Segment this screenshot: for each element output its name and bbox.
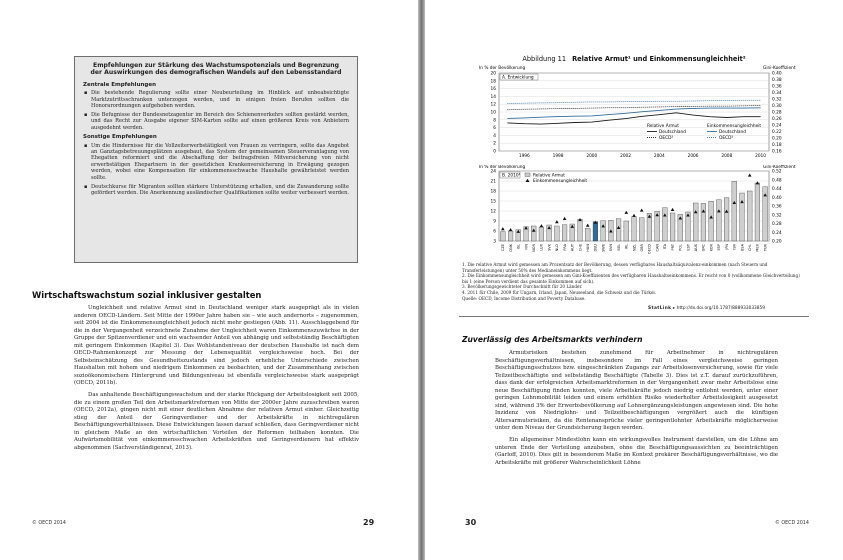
y-tick-label-left: 9 (493, 219, 496, 225)
bar (500, 232, 505, 241)
y-tick-label-right: 0.40 (772, 71, 782, 77)
page-number: 30 (465, 518, 477, 527)
paragraph: Armutsrisiken bestehen zunehmend für Arbeitnehmer in nichtregulären Beschäftigungsverhältnissen, insbesondere im Fall eines vergleichsweise geringen Beschäftigungsschutzes bzw. eingeschränkten Zugangs zur Arbeitslosenversicherung, sowie für viele Teilzeitbeschäftigte und selbstständig Beschäftigte (Tabelle 3). Dies ist z.T. darauf zurückzuführen, dass dank der erfolgreichen Arbeitsmarktreformen in der Vergangenheit zwar mehr Arbeitslose eine neue Beschäftigung finden konnten, viele Arbeitskräfte jedoch niedrig entlohnt werden, unter einer geringen Lohnmobilität leiden und einem erhöhten Risiko wiederholter Arbeitslosigkeit ausgesetzt sind, während 3% der Erwerbsbevölkerung auf Lohnergänzungsleistungen angewiesen sind. Die hohe Inzidenz von Niedriglohn- und Teilzeitbeschäftigungen vergrößert auch die künftigen Altersarmutsrisiken, da die Rentenansprüche vieler geringentlohnter Arbeitskräfte möglicherweise unter dem Niveau der Grundsicherung liegen werden. (495, 350, 778, 432)
legend-entry: Relative Armut (533, 173, 565, 179)
x-tick-label: SVN (609, 244, 614, 252)
x-tick-label: NLD (555, 244, 560, 252)
body-text (74, 305, 359, 456)
x-tick-label: SVK (547, 244, 552, 251)
y-tick-label-right: 0.16 (772, 149, 782, 155)
y-tick-label-left: 21 (490, 179, 496, 185)
statlink-url[interactable]: http://dx.doi.org/10.1787/888933033859 (676, 306, 765, 311)
x-tick-label: CAN (655, 244, 660, 252)
y-axis-label-left: In % der Bevölkerung (479, 165, 526, 170)
note: 4. 2011 für Chile, 2009 für Ungarn, Irland, Japan, Neuseeland, die Schweiz und die Türkei. (462, 289, 657, 295)
x-tick-label: TUR (763, 244, 768, 252)
y-tick-label-left: 3 (493, 239, 496, 245)
legend-entry: OECD³ (659, 136, 674, 141)
bar (747, 191, 752, 241)
bar (585, 228, 590, 241)
bar (639, 218, 644, 241)
paragraph: Das anhaltende Beschäftigungswachstum und der starke Rückgang der Arbeitslosigkeit seit 2005, die zu einem großen Teil den Arbeitsmarktreformen von Mitte der 2000er Jahre zuzuschreiben waren (OECD, 2012a), gingen nicht mit einer deutlichen Abnahme der relativen Armut einher. Gleichzeitig stieg der Anteil der Geringverdiener und der Arbeitskräfte in nichtregulären Beschäftigungsverhältnissen. Diese Entwicklungen lassen darauf schließen, dass Geringverdiener nicht in gleichem Maße an den wirtschaftlichen Vorteilen der Reformen teilhaben konnten. Die Aufwärtsmobilität von einkommensschwachen Arbeitskräften und Geringverdienern hat effektiv abgenommen (Sachverständigenrat, 2013). (74, 392, 359, 451)
bar (732, 181, 737, 241)
y-tick-label-right: 0.52 (772, 169, 782, 175)
note: 3. Bevölkerungsgewichteter Durchschnitt für 20 Länder. (462, 284, 583, 290)
x-tick-label: NOR (532, 244, 537, 252)
y-tick-label-left: 18 (490, 189, 496, 195)
statlink (648, 306, 765, 311)
x-tick-label: DNK (508, 244, 513, 252)
x-tick-label: IRL (624, 244, 629, 250)
y-tick-label-left: 12 (490, 209, 496, 215)
bar (554, 226, 559, 241)
y-tick-label-right: 0.24 (772, 230, 782, 236)
y-tick-label-right: 0.48 (772, 178, 782, 184)
bar (531, 226, 536, 241)
copyright-footer: © OECD 2014 (775, 521, 809, 526)
legend-group-title: Einkommensungleichheit (707, 124, 762, 129)
y-tick-label-right: 0.30 (772, 104, 782, 109)
divider (459, 316, 809, 317)
x-tick-label: 2002 (620, 154, 632, 159)
x-tick-label: 2000 (586, 154, 598, 159)
recommendations-box (74, 56, 358, 263)
page-30 (425, 0, 843, 560)
x-tick-label: BEL (616, 244, 621, 251)
x-tick-label: FRA (562, 244, 567, 251)
x-tick-label: 2008 (721, 154, 733, 159)
paragraph: Ungleichheit und relative Armut sind in Deutschland weniger stark ausgeprägt als in vielen anderen OECD-Ländern. Seit Mitte der 1990er Jahre haben sie – wie auch andernorts – zugenommen, seit 2004 ist die Einkommensungleichheit jedoch nicht mehr gestiegen (Abb. 11). Ausschlaggebend für die in der Vergangenheit verzeichnete Zunahme der Ungleichheit waren Einkommenszuwächse in der Gruppe der Spitzenverdiener und ein wachsender Anteil von abhängig und selbstständig Beschäftigten mit geringem Einkommen (Kapitel 3). Das Wohlstandsniveau der deutschen Haushalte ist nach dem OECD-Rahmenkonzept zur Messung der Lebensqualität vergleichsweise hoch. Bei der Selbsteinschätzung des Gesundheitszustands sind jedoch erhebliche Unterschiede zwischen Haushalten mit hohem und niedrigem Einkommen zu beobachten, und der Zusammenhang zwischen sozioökonomischem Hintergrund und Bildungsniveau ist ebenfalls vergleichsweise stark ausgeprägt (OECD, 2011b). (74, 305, 359, 387)
list-item: ▪ Um die Hindernisse für die Vollzeiterwerbstätigkeit von Frauen zu verringern, sollte das Angebot an Ganztagsbetreuungsplätzen ausgebaut, das System der gemeinsamen Steuerveranlagung von Ehegatten reformiert und die Abschaffung der beitragsfreien Mitversicherung von nicht erwerbstätigen Ehepartnern in der gesetzlichen Krankenversicherung in Erwägung gezogen werden, wobei eine Kompensation für einkommensschwache Haushalte gewährleistet werden sollte. (91, 143, 349, 181)
x-tick-label: NZL (632, 244, 637, 251)
legend-entry: Deutschland (659, 130, 686, 135)
bar (593, 222, 598, 241)
panel-label: A. Entwicklung (502, 75, 534, 81)
y-tick-label-right: 0.26 (772, 117, 782, 122)
figure-label: Abbildung 11 (522, 55, 567, 63)
y-tick-label-right: 0.44 (772, 187, 782, 192)
x-tick-label: 2010 (755, 154, 767, 159)
bar (632, 217, 637, 241)
x-tick-label: 2006 (687, 154, 699, 159)
x-tick-label: CHE (578, 244, 583, 252)
x-tick-label: KOR (709, 244, 714, 252)
paragraph: Ein allgemeiner Mindestlohn kann ein wirkungsvolles Instrument darstellen, um die Löhne am unteren Ende der Verteilung anzuheben, ohne die Beschäftigungsaussichten zu beeinträchtigen (Garloff, 2010). Dies gilt in besonderem Maße im Kontext prekärer Beschäftigungsverhältnisse, wo die Arbeitskräfte mit größerer Wahrscheinlichkeit Löhne (495, 437, 778, 466)
page-29 (0, 0, 418, 560)
bar (662, 208, 667, 241)
y-tick-label-left: 24 (490, 169, 496, 175)
box-subheading-key: Zentrale Empfehlungen (83, 81, 156, 88)
y-tick-label-left: 18 (490, 79, 496, 85)
bar (724, 198, 729, 241)
legend-group-title: Relative Armut (647, 124, 679, 129)
y-tick-label-left: 16 (490, 87, 496, 93)
y-tick-label-right: 0.36 (772, 204, 782, 210)
legend-entry: OECD³ (719, 136, 734, 141)
figure-title (459, 55, 809, 63)
x-tick-label: AUS (694, 244, 699, 252)
x-tick-label: HUN (586, 244, 591, 252)
bar (716, 200, 721, 241)
y-tick-label-left: 15 (490, 199, 496, 205)
panel-label: B. 2010⁴ (502, 173, 521, 179)
key-recommendations-list (83, 90, 349, 131)
x-tick-label: CHL (748, 244, 753, 252)
y-axis-label-left: In % der Bevölkerung (479, 66, 526, 71)
x-tick-label: USA (740, 244, 745, 252)
list-item: ▪ Die Befugnisse der Bundesnetzagentur im Bereich des Schienenverkehrs sollten gestärkt werden, und das Recht zur Ausgabe eigener SIM-Karten sollte auf einen größeren Kreis von Anbietern ausgedehnt werden. (91, 112, 349, 131)
y-tick-label-right: 0.34 (772, 91, 782, 96)
y-tick-label-right: 0.20 (772, 239, 782, 245)
box-subheading-other: Sonstige Empfehlungen (83, 134, 157, 141)
x-tick-label: OECD (647, 244, 652, 255)
x-tick-label: ESP (717, 244, 722, 251)
y-tick-label-right: 0.28 (772, 222, 782, 227)
x-tick-label: ISR (732, 244, 737, 250)
y-tick-label-left: 8 (493, 118, 496, 124)
legend-swatch (525, 173, 530, 177)
x-tick-label: ITA (663, 244, 668, 250)
y-tick-label-left: 2 (493, 141, 496, 147)
y-tick-label-right: 0.20 (772, 136, 782, 142)
x-tick-label: DEU (593, 244, 598, 252)
x-tick-label: CZE (501, 244, 506, 252)
legend-entry: Deutschland (719, 130, 746, 135)
y-tick-label-left: 12 (490, 102, 496, 108)
x-tick-label: MEX (755, 244, 760, 252)
body-text (495, 350, 778, 471)
chart-panel-a (459, 63, 811, 160)
y-tick-label-right: 0.32 (772, 213, 782, 219)
bar (701, 203, 706, 241)
bar (578, 219, 583, 241)
y-tick-label-left: 6 (493, 126, 496, 132)
y-axis-label-right: Gini-Koeffizient (763, 165, 796, 170)
box-title: Empfehlungen zur Stärkung des Wachstumspotenzials und Begrenzung der Auswirkungen des demografischen Wandels auf den Lebensstandard (90, 62, 342, 77)
bar (755, 183, 760, 241)
x-tick-label: GBR (640, 244, 645, 252)
y-axis-label-right: Gini-Koeffizient (763, 66, 796, 71)
bar (709, 201, 714, 241)
x-tick-label: FIN (524, 244, 529, 250)
y-tick-label-left: 0 (493, 149, 496, 155)
y-tick-label-left: 4 (493, 133, 496, 139)
x-tick-label: PRT (670, 244, 675, 251)
bar (670, 213, 675, 241)
bar (624, 221, 629, 241)
note: Quelle: OECD, Income Distribution and Poverty Database. (462, 295, 586, 301)
legend-entry: Einkommensungleichheit (533, 179, 588, 184)
bar (562, 225, 567, 241)
list-item: ▪ Die bestehende Regulierung sollte einer Neubeurteilung im Hinblick auf unbeabsichtigte Marktzutrittsschranken unterzogen werden, und in einigen freien Berufen sollten die Honorarordnungen aufgehoben werden. (91, 90, 349, 109)
chart-panel-b (459, 165, 811, 258)
x-tick-label: 1998 (552, 154, 564, 159)
x-tick-label: 2004 (653, 154, 665, 159)
x-tick-label: EST (686, 244, 691, 251)
section-heading: Wirtschaftswachstum sozial inklusiver gestalten (32, 290, 262, 300)
statlink-arrow-icon: ▸ (672, 306, 676, 311)
bar (539, 227, 544, 241)
note: 1. Die relative Armut wird gemessen am Prozentsatz der Bevölkerung, dessen verfügbares Haushaltsäquivalenz-einkommen (nach Steuern und Transferleistungen) unter 50% des Medianeinkommens liegt. (462, 262, 768, 273)
y-tick-label-right: 0.18 (772, 143, 782, 148)
list-item: ▪ Deutschkurse für Migranten sollten stärkere Unterstützung erhalten, und die Zuwanderung sollte gefördert werden. Die Anerkennung ausländischer Qualifikationen sollte weiter verbessert werden. (91, 184, 349, 197)
x-tick-label: 1996 (518, 154, 530, 159)
y-tick-label-left: 6 (493, 229, 496, 235)
x-tick-label: AUT (570, 244, 575, 252)
x-tick-label: GRC (701, 244, 706, 252)
bar (601, 221, 606, 241)
x-tick-label: JPN (724, 244, 729, 250)
other-recommendations-list (83, 143, 349, 197)
bar (616, 219, 621, 241)
bar (693, 203, 698, 241)
x-tick-label: POL (678, 244, 683, 251)
copyright-footer: © OECD 2014 (32, 521, 66, 526)
statlink-label: StatLink (648, 306, 672, 311)
y-tick-label-right: 0.36 (772, 84, 782, 90)
book-gutter (418, 0, 425, 560)
x-tick-label: ISL (516, 244, 521, 250)
y-tick-label-right: 0.22 (772, 130, 782, 135)
note: 2. Die Einkommensungleichheit wird gemessen am Gini-Koeffizienten des verfügbaren Haushaltseinkommens. Er reicht von 0 (vollkommene Gleichverteilung) bis 1 (eine Person verdient das gesamte Einkommen auf sich). (462, 273, 800, 284)
y-tick-label-left: 20 (490, 71, 496, 77)
section-heading: Zuverlässig des Arbeitsmarkts verhindern (462, 335, 643, 344)
x-tick-label: LUX (539, 244, 544, 251)
figure-caption: Relative Armut¹ und Einkommensungleichheit² (572, 55, 746, 63)
y-tick-label-left: 14 (490, 94, 496, 100)
page-number: 29 (363, 518, 375, 527)
y-tick-label-right: 0.32 (772, 97, 782, 103)
y-tick-label-right: 0.24 (772, 123, 782, 129)
y-tick-label-right: 0.28 (772, 110, 782, 116)
y-tick-label-left: 10 (490, 110, 496, 116)
y-tick-label-right: 0.40 (772, 195, 782, 201)
figure-notes (462, 262, 807, 301)
x-tick-label: SWE (601, 244, 606, 252)
bar (508, 231, 513, 241)
y-tick-label-right: 0.38 (772, 78, 782, 83)
